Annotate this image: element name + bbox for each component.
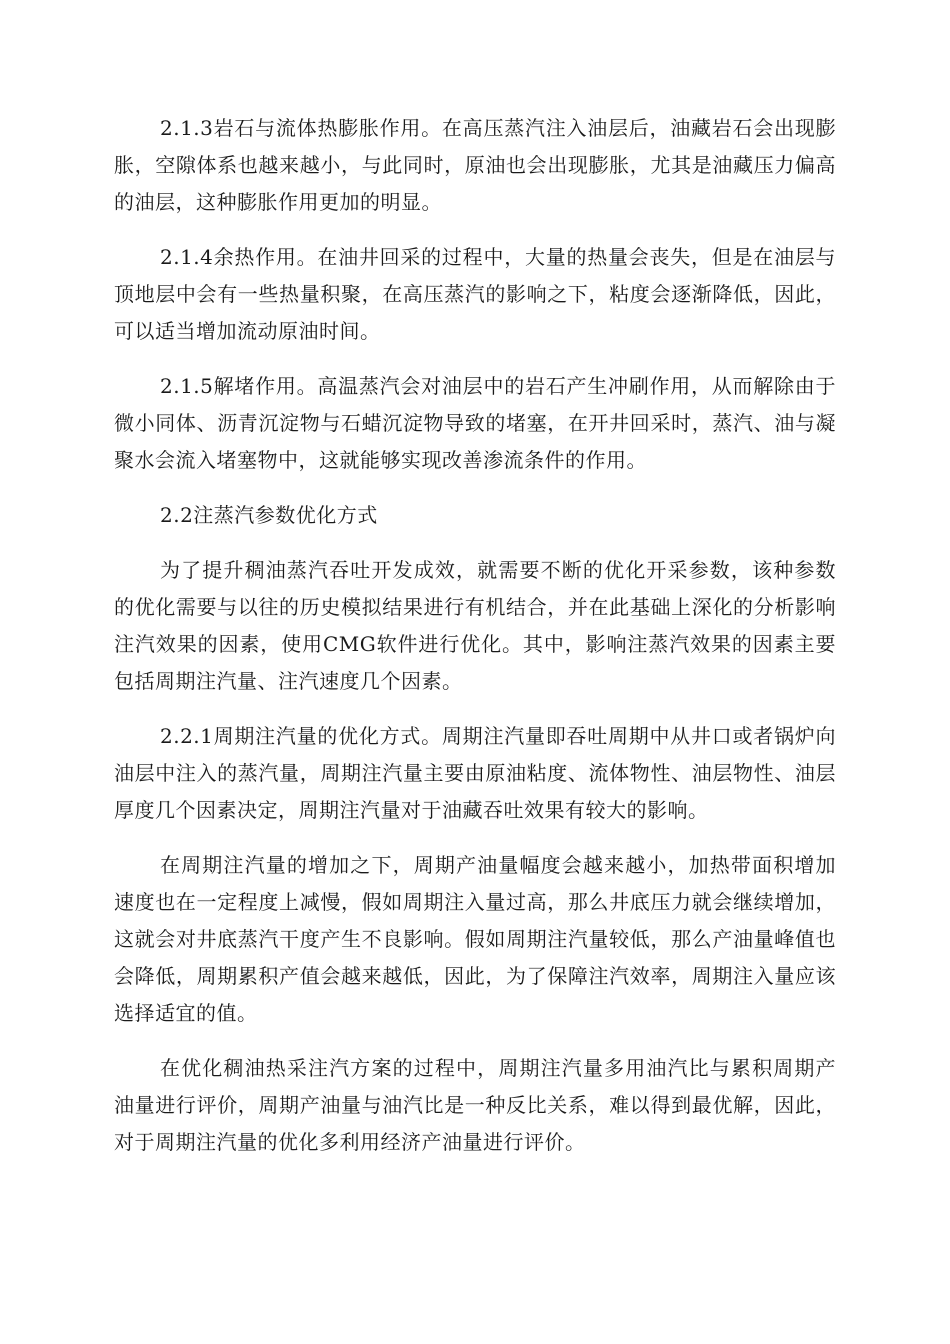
paragraph-2-1-5: 2.1.5解堵作用。高温蒸汽会对油层中的岩石产生冲刷作用，从而解除由于微小同体、沥青沉淀物与石蜡沉淀物导致的堵塞，在开井回采时，蒸汽、油与凝聚水会流入堵塞物中，这就能够实现改善渗流条件的作用。 xyxy=(114,374,836,472)
document-page xyxy=(114,110,836,1179)
paragraph-optimization-evaluation: 在优化稠油热采注汽方案的过程中，周期注汽量多用油汽比与累积周期产油量进行评价，周期产油量与油汽比是一种反比关系，难以得到最优解，因此，对于周期注汽量的优化多利用经济产油量进行评价。 xyxy=(114,1056,836,1154)
paragraph-2-1-4: 2.1.4余热作用。在油井回采的过程中，大量的热量会丧失，但是在油层与顶地层中会有一些热量积聚，在高压蒸汽的影响之下，粘度会逐渐降低，因此，可以适当增加流动原油时间。 xyxy=(114,245,836,343)
section-heading-2-2: 2.2注蒸汽参数优化方式 xyxy=(160,503,378,527)
paragraph-2-2-1: 2.2.1周期注汽量的优化方式。周期注汽量即吞吐周期中从井口或者锅炉向油层中注入的蒸汽量，周期注汽量主要由原油粘度、流体物性、油层物性、油层厚度几个因素决定，周期注汽量对于油藏吞吐效果有较大的影响。 xyxy=(114,724,836,822)
paragraph-2-2-intro: 为了提升稠油蒸汽吞吐开发成效，就需要不断的优化开采参数，该种参数的优化需要与以往的历史模拟结果进行有机结合，并在此基础上深化的分析影响注汽效果的因素，使用CMG软件进行优化。其中，影响注蒸汽效果的因素主要包括周期注汽量、注汽速度几个因素。 xyxy=(114,558,836,693)
paragraph-injection-volume-effects: 在周期注汽量的增加之下，周期产油量幅度会越来越小，加热带面积增加速度也在一定程度上减慢，假如周期注入量过高，那么井底压力就会继续增加，这就会对井底蒸汽干度产生不良影响。假如周期注汽量较低，那么产油量峰值也会降低，周期累积产值会越来越低，因此，为了保障注汽效率，周期注入量应该选择适宜的值。 xyxy=(114,853,836,1025)
paragraph-2-1-3: 2.1.3岩石与流体热膨胀作用。在高压蒸汽注入油层后，油藏岩石会出现膨胀，空隙体系也越来越小，与此同时，原油也会出现膨胀，尤其是油藏压力偏高的油层，这种膨胀作用更加的明显。 xyxy=(114,116,836,214)
